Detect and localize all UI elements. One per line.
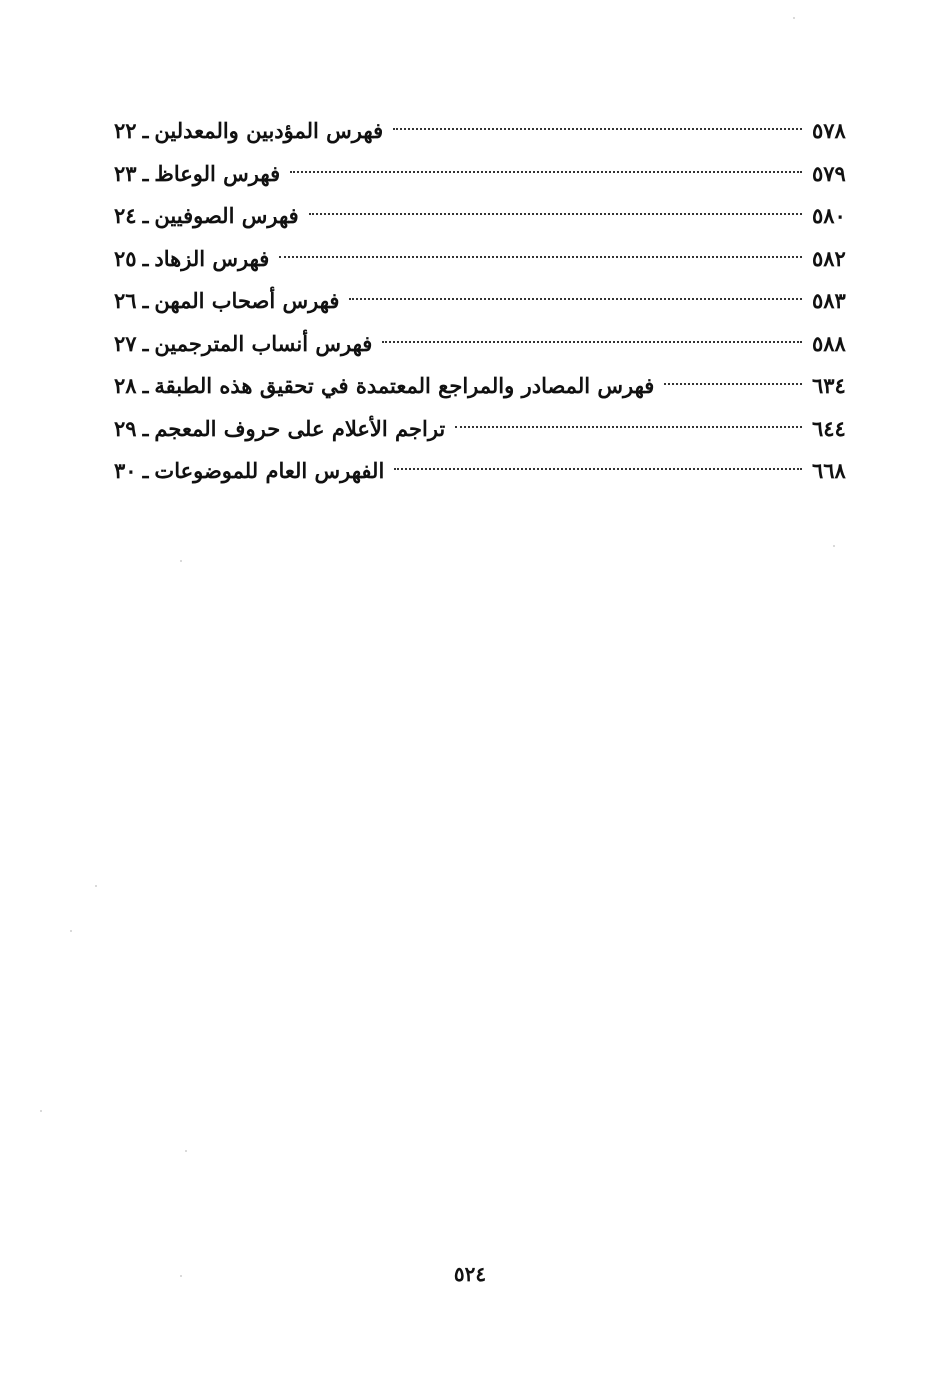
entry-number: ٢٥ <box>114 245 137 271</box>
entry-separator: ـ <box>142 289 149 313</box>
dot-leader <box>455 426 802 428</box>
entry-page-number: ٦٦٨ <box>812 458 846 483</box>
entry-page-number: ٥٧٨ <box>812 118 846 143</box>
dot-leader <box>393 128 802 130</box>
entry-number: ٢٤ <box>114 203 137 228</box>
scan-speck <box>95 885 97 887</box>
toc-entry-24 <box>110 195 862 238</box>
toc-entry-28 <box>110 365 862 408</box>
entry-title: فهرس أنساب المترجمين <box>154 330 373 356</box>
scan-speck <box>70 930 72 932</box>
toc-entry-23 <box>110 153 862 196</box>
table-of-contents <box>110 110 862 493</box>
entry-title: فهرس المصادر والمراجع المعتمدة في تحقيق هذه الطبقة <box>154 373 655 398</box>
entry-number: ٣٠ <box>114 458 137 483</box>
toc-entry-30 <box>110 450 862 493</box>
scan-speck <box>793 17 795 19</box>
dot-leader <box>290 171 802 173</box>
dot-leader <box>664 383 802 385</box>
entry-number: ٢٩ <box>114 415 137 441</box>
entry-separator: ـ <box>142 331 149 356</box>
entry-page-number: ٥٧٩ <box>812 160 846 186</box>
entry-number: ٢٣ <box>114 160 137 186</box>
entry-page-number: ٦٣٤ <box>812 373 846 398</box>
scan-speck <box>833 545 835 547</box>
toc-entry-25 <box>110 238 862 281</box>
entry-page-number: ٥٨٠ <box>812 203 846 228</box>
scan-speck <box>185 1150 187 1152</box>
toc-entry-22 <box>110 110 862 153</box>
entry-separator: ـ <box>142 416 149 441</box>
entry-separator: ـ <box>142 246 149 271</box>
entry-separator: ـ <box>142 119 149 143</box>
entry-title: تراجم الأعلام على حروف المعجم <box>154 415 446 441</box>
entry-page-number: ٥٨٢ <box>812 245 846 271</box>
scan-speck <box>180 1275 182 1277</box>
dot-leader <box>349 298 802 300</box>
toc-entry-29 <box>110 408 862 451</box>
entry-separator: ـ <box>142 204 149 228</box>
dot-leader <box>382 341 802 343</box>
entry-title: فهرس أصحاب المهن <box>154 288 340 313</box>
dot-leader <box>279 256 802 258</box>
entry-number: ٢٦ <box>114 288 137 313</box>
entry-number: ٢٨ <box>114 373 137 398</box>
entry-title: الفهرس العام للموضوعات <box>154 458 385 483</box>
entry-number: ٢٧ <box>114 330 137 356</box>
entry-title: فهرس الوعاظ <box>154 160 281 186</box>
page-number: ٥٢٤ <box>453 1262 487 1286</box>
entry-page-number: ٦٤٤ <box>812 415 846 441</box>
entry-title: فهرس المؤدبين والمعدلين <box>154 118 384 143</box>
entry-page-number: ٥٨٣ <box>812 288 846 313</box>
toc-entry-26 <box>110 280 862 323</box>
scan-speck <box>180 560 182 562</box>
entry-title: فهرس الزهاد <box>154 245 270 271</box>
entry-separator: ـ <box>142 374 149 398</box>
dot-leader <box>309 213 802 215</box>
entry-separator: ـ <box>142 161 149 186</box>
toc-entry-27 <box>110 323 862 366</box>
scan-speck <box>40 1110 42 1112</box>
entry-separator: ـ <box>142 459 149 483</box>
entry-title: فهرس الصوفيين <box>154 203 299 228</box>
dot-leader <box>394 468 802 470</box>
entry-page-number: ٥٨٨ <box>812 330 846 356</box>
entry-number: ٢٢ <box>114 118 137 143</box>
